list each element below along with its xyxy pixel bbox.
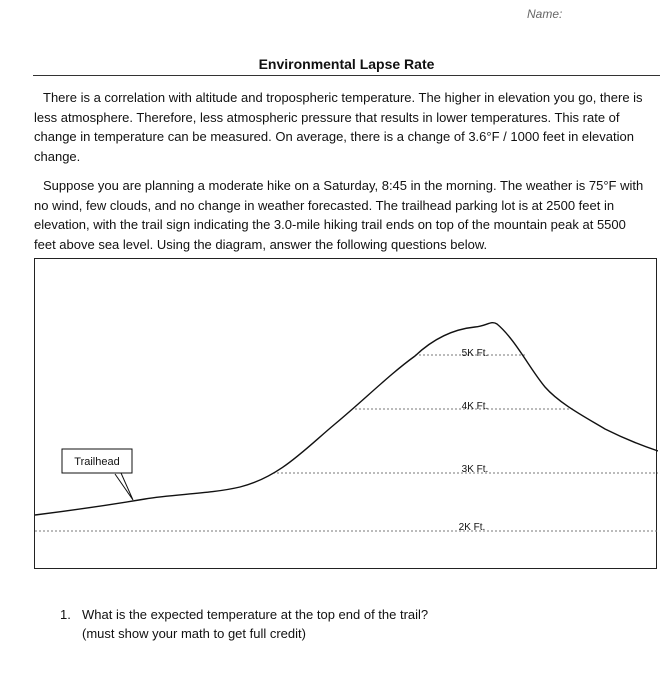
trailhead-label: Trailhead <box>74 456 120 468</box>
name-label: Name: <box>527 7 563 21</box>
document-title: Environmental Lapse Rate <box>258 56 435 72</box>
title-divider <box>33 75 660 76</box>
trailhead-pointer <box>115 473 133 500</box>
question-text: What is the expected temperature at the top end of the trail? <box>82 607 429 622</box>
paragraph-scenario: Suppose you are planning a moderate hike on a Saturday, 8:45 in the morning. The weather is 75°F with no wind, few clouds, and no change in weather forecasted. The trailhead parking lot is at 2500 feet in elevation, with the trail sign indicating the 3.0-mile hiking trail ends on top of the mountain peak at 5500 feet above sea level. Using the diagram, answer the following questions below. <box>34 178 644 252</box>
question-number: 1. <box>60 607 71 622</box>
paragraph-intro: There is a correlation with altitude and tropospheric temperature. The higher in elevation you go, there is less atmosphere. Therefore, less atmospheric pressure that results in lower temperatures. This rate of change in temperature can be measured. On average, there is a change of 3.6°F / 1000 feet in elevation change. <box>34 90 643 164</box>
elevation-label-2k: 2K Ft. <box>458 522 486 533</box>
elevation-label-5k: 5K Ft. <box>461 348 489 359</box>
mountain-diagram <box>34 258 657 569</box>
elevation-label-4k: 4K Ft. <box>461 401 489 412</box>
mountain-diagram-svg <box>35 259 658 570</box>
elevation-label-3k: 3K Ft. <box>461 464 489 475</box>
question-note: (must show your math to get full credit) <box>82 626 306 641</box>
mountain-profile <box>35 323 658 515</box>
